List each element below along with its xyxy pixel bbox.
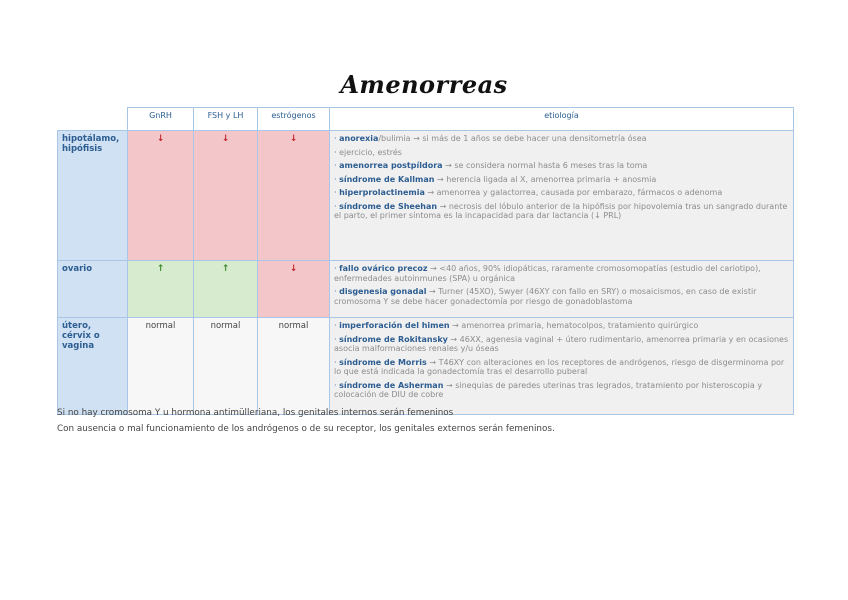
cell-gnrh: normal <box>128 318 194 415</box>
note-line: Con ausencia o mal funcionamiento de los andrógenos o de su receptor, los genitales externos serán femeninos. <box>57 424 555 434</box>
arrow-down-icon: ↓ <box>156 134 165 144</box>
arrow-up-icon: ↑ <box>156 264 165 274</box>
list-item: · anorexia/bulimia → si más de 1 años se debe hacer una densitometría ósea <box>334 134 647 143</box>
list-item: · síndrome de Rokitansky → 46XX, agenesia vaginal + útero rudimentario, amenorrea primaria y en ocasiones asocia malformaciones renales y/u óseas <box>334 334 789 353</box>
table-row-utero <box>58 318 794 415</box>
cell-estrogenos <box>258 261 330 318</box>
list-item: · síndrome de Asherman → sinequias de paredes uterinas tras legrados, tratamiento por histeroscopia y colocación de DIU de cobre <box>334 380 763 399</box>
list-item: · síndrome de Sheehan → necrosis del lóbulo anterior de la hipófisis por hipovolemia tras un sangrado durante el parto, el primer síntoma es la incapacidad para dar lactancia (↓ PRL) <box>334 201 788 220</box>
row-label: útero, cérvix o vagina <box>58 318 128 415</box>
cell-fsh-lh <box>194 261 258 318</box>
cell-gnrh <box>128 261 194 318</box>
header-corner <box>58 108 128 131</box>
page-title: Amenorreas <box>340 70 508 99</box>
header-gnrh: GnRH <box>128 108 194 131</box>
arrow-down-icon: ↓ <box>289 264 298 274</box>
list-item: · imperforación del himen → amenorrea primaria, hematocolpos, tratamiento quirúrgico <box>334 321 699 330</box>
row-label: ovario <box>58 261 128 318</box>
list-item: · ejercicio, estrés <box>334 147 402 157</box>
arrow-down-icon: ↓ <box>221 134 230 144</box>
arrow-up-icon: ↑ <box>221 264 230 274</box>
table-header-row <box>58 108 794 131</box>
header-estrogenos: estrógenos <box>258 108 330 131</box>
cell-estrogenos <box>258 131 330 261</box>
footnotes <box>57 405 555 437</box>
arrow-down-icon: ↓ <box>289 134 298 144</box>
header-fsh-lh: FSH y LH <box>194 108 258 131</box>
list-item: · disgenesia gonadal → Turner (45XO), Swyer (46XY con fallo en SRY) o mosaicismos, en caso de existir cromosoma Y se debe hacer gonadectomía por riesgo de gonadoblastoma <box>334 287 757 306</box>
list-item: · síndrome de Morris → T46XY con alteraciones en los receptores de andrógenos, riesgo de disgerminoma por lo que está indicada la gonadectomía tras el desarrollo puberal <box>334 357 785 376</box>
row-label: hipotálamo, hipófisis <box>58 131 128 261</box>
table-row-ovario <box>58 261 794 318</box>
list-item: · amenorrea postpíldora → se considera normal hasta 6 meses tras la toma <box>334 161 648 170</box>
cell-etiologia <box>330 131 794 261</box>
cell-gnrh <box>128 131 194 261</box>
cell-estrogenos: normal <box>258 318 330 415</box>
list-item: · fallo ovárico precoz → <40 años, 90% idiopáticas, raramente cromosomopatías (estudio del cariotipo), enfermedades autoinmunes (SPA) u orgánica <box>334 264 761 283</box>
list-item: · síndrome de Kallman → herencia ligada al X, amenorrea primaria + anosmia <box>334 174 657 184</box>
note-line: Si no hay cromosoma Y u hormona antimülleriana, los genitales internos serán femeninos <box>57 408 454 418</box>
cell-fsh-lh <box>194 131 258 261</box>
list-item: · hiperprolactinemia → amenorrea y galactorrea, causada por embarazo, fármacos o adenoma <box>334 188 723 197</box>
header-etiologia: etiología <box>330 108 794 131</box>
amenorrhea-table <box>57 107 794 415</box>
cell-etiologia <box>330 318 794 415</box>
cell-etiologia <box>330 261 794 318</box>
table-row-hipotalamo <box>58 131 794 261</box>
cell-fsh-lh: normal <box>194 318 258 415</box>
